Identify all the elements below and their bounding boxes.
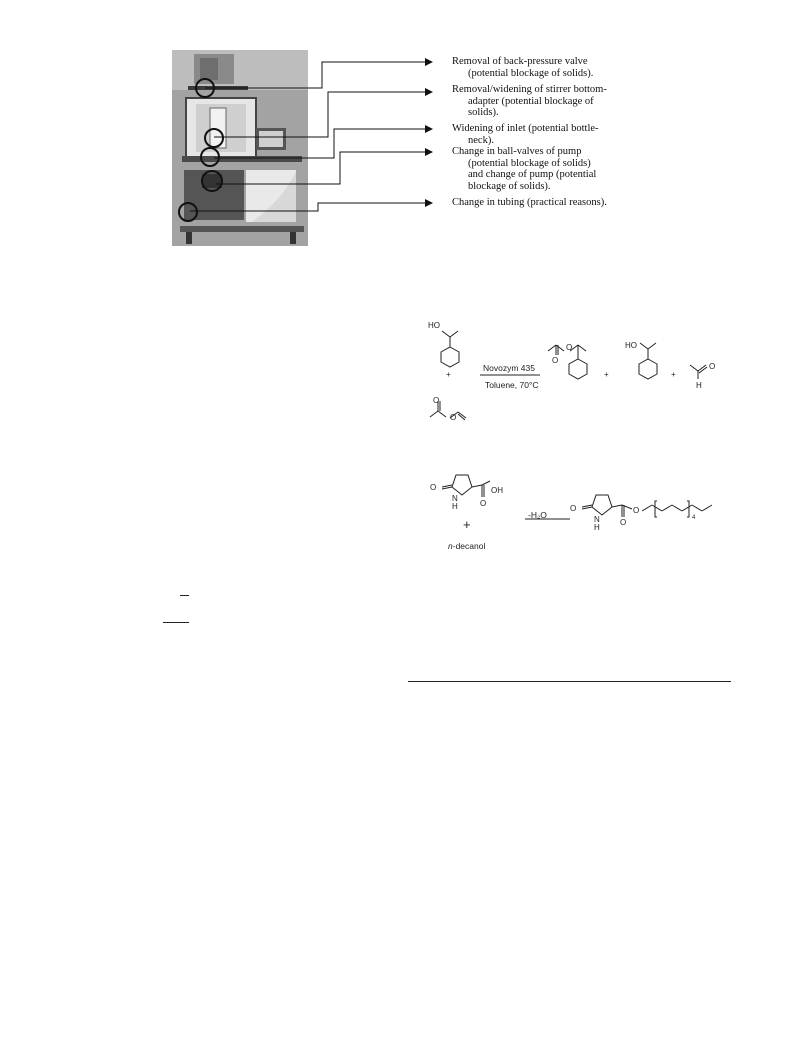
- scheme2-o-label-3: O: [570, 504, 577, 513]
- scheme2-plus: +: [463, 517, 471, 532]
- scheme1-ho-label: HO: [428, 321, 440, 330]
- annotation-3: [452, 123, 692, 146]
- scheme2-repeat-count: 4: [692, 515, 696, 521]
- scheme2-conditions: -H₂O: [528, 510, 547, 520]
- scheme2-nh-label-2: N H: [594, 515, 600, 532]
- scheme1-plus-2: +: [604, 370, 609, 379]
- annotation-5: [452, 197, 692, 209]
- annotation-4-line3: and change of pump (potential: [468, 169, 597, 180]
- annotation-4-line2: (potential blockage of solids): [468, 157, 591, 169]
- annotation-2-line1: Removal/widening of stirrer bottom-: [452, 84, 607, 95]
- scheme2-o-label-2: O: [480, 499, 487, 508]
- scheme1-conditions: Toluene, 70°C: [485, 380, 539, 390]
- scheme1-plus-3: +: [671, 370, 676, 379]
- scheme1-o-label-2: O: [450, 413, 457, 422]
- fraction-bar-short: [180, 595, 189, 596]
- scheme2-o-label-4: O: [620, 518, 627, 527]
- scheme1-h-label: H: [696, 381, 702, 390]
- annotation-5-line1: Change in tubing (practical reasons).: [452, 197, 607, 208]
- scheme2-coreactant-prefix: n: [448, 541, 453, 551]
- scheme1-ho-label-2: HO: [625, 341, 637, 350]
- scheme1-o-label-3: O: [552, 356, 559, 365]
- scheme2-oh-label: OH: [491, 486, 503, 495]
- annotation-1: [452, 56, 692, 79]
- annotation-3-line2: neck).: [468, 134, 494, 146]
- scheme2-nh-label: N H: [452, 494, 458, 511]
- annotation-1-line1: Removal of back-pressure valve: [452, 56, 588, 67]
- annotation-2-line3: solids).: [468, 107, 499, 118]
- fraction-bar: [163, 622, 189, 623]
- scheme2-o-label-1: O: [430, 483, 437, 492]
- scheme1-o-label-5: O: [709, 362, 716, 371]
- annotation-2: [452, 84, 692, 119]
- scheme1-reagent: Novozym 435: [483, 363, 535, 373]
- scheme2-o-label-5: O: [633, 506, 640, 515]
- scheme1-o-label-1: O: [433, 396, 440, 405]
- annotation-3-line1: Widening of inlet (potential bottle-: [452, 123, 599, 134]
- annotation-4-line1: Change in ball-valves of pump: [452, 146, 582, 157]
- annotation-4: [452, 146, 692, 192]
- scheme1-o-label-4: O: [566, 343, 573, 352]
- scheme1-plus-1: +: [446, 370, 451, 379]
- annotation-2-line2: adapter (potential blockage of: [468, 95, 594, 107]
- scheme2-coreactant: [448, 541, 485, 551]
- scheme2-coreactant-rest: -decanol: [452, 541, 486, 551]
- horizontal-rule: [408, 681, 731, 682]
- scheme2-structures: [420, 455, 740, 555]
- annotation-4-line4: blockage of solids).: [468, 180, 551, 192]
- annotation-1-line2: (potential blockage of solids).: [468, 67, 594, 79]
